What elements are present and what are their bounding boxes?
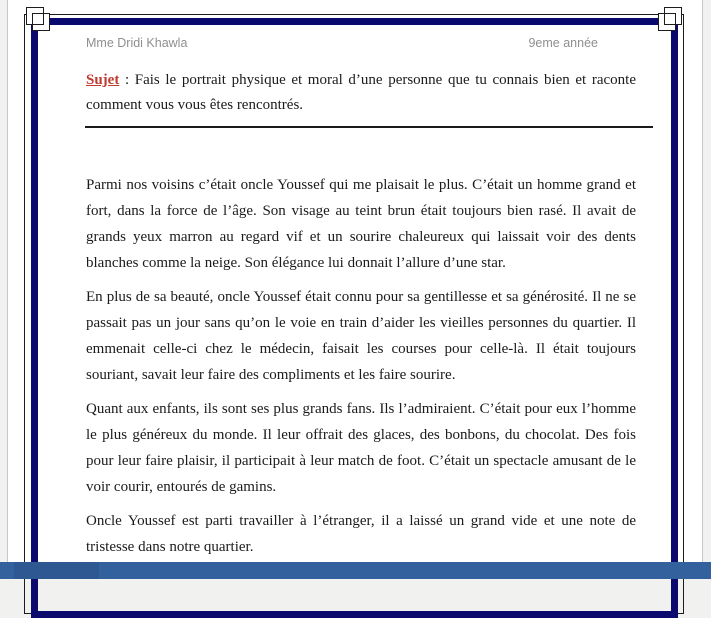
paragraph-enfants: Quant aux enfants, ils sont ses plus grands fans. Ils l’admiraient. C’était pour eux l’homme le plus généreux du monde. Il leur offrait des glaces, des bonbons, du chocolat. Des fois pour leur faire plaisir, il participait à leur match de foot. C’était un spectacle amusant de le voir courir, entourés de gamins. <box>86 401 636 495</box>
grade-level: 9eme année <box>528 36 598 50</box>
corner-square-top-left-inner <box>32 13 50 31</box>
subject-text: Fais le portrait physique et moral d’une personne que tu connais bien et raconte comment vous vous êtes rencontrés. <box>86 72 636 113</box>
document-header-row <box>86 36 636 54</box>
corner-square-top-right-inner <box>658 13 676 31</box>
bottom-bar[interactable] <box>0 562 711 579</box>
subject-label: Sujet <box>86 72 120 88</box>
paragraph-portrait-physique: Parmi nos voisins c’était oncle Youssef qui me plaisait le plus. C’était un homme grand et fort, dans la force de l’âge. Son visage au teint brun était toujours bien rasé. Il avait de grands yeux marron au regard vif et un sourire chaleureux qui laissait voir des dents blanches comme la neige. Son élégance lui donnait l’allure d’une star. <box>86 177 636 271</box>
paragraph-gentillesse: En plus de sa beauté, oncle Youssef était connu pour sa gentillesse et sa générosité. Il ne se passait pas un jour sans qu’on le voie en train d’aider les vieilles personnes du quartier. Il emmenait celle-ci chez le médecin, faisait les courses pour celle-là. Il était toujours souriant, savait leur faire des compliments et les faire sourire. <box>86 289 636 383</box>
paragraph-depart: Oncle Youssef est parti travailler à l’étranger, il a laissé un grand vide et une note de tristesse dans notre quartier. <box>86 513 636 555</box>
bottom-bar-shade <box>14 562 99 579</box>
author-name: Mme Dridi Khawla <box>86 36 188 50</box>
horizontal-rule <box>85 126 653 128</box>
document-content <box>86 36 636 568</box>
document-page <box>7 0 703 579</box>
subject-separator: : <box>119 72 135 88</box>
subject-line <box>86 68 636 118</box>
